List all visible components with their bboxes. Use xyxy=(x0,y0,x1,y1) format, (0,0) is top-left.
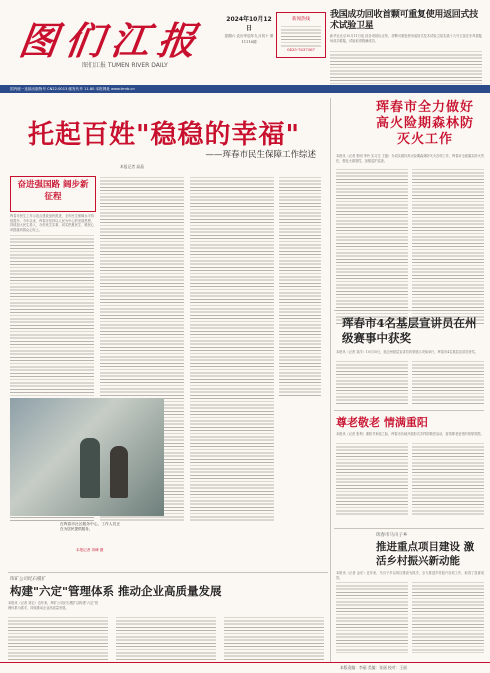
column-divider xyxy=(330,98,331,663)
lead-body: 珲春市民生工作示范点建设加快推进，全市民生保障水平持续提升。今年以来，珲春市坚持以人民为中心的发展思想，持续加大民生投入，办好民生实事，切实把惠民生、暖民心举措落到群众心坎上。 xyxy=(10,214,94,232)
bottom-left-story xyxy=(8,576,328,662)
lead-story xyxy=(0,96,328,528)
bottom-left-body: 本报讯（记者 刘宏）近年来，珲矿公司纪石模扩以构建"六定"管理体系为抓手，持续推动企业高质量发展。 xyxy=(8,601,98,610)
photo-caption-text: 在珲春市社区服务中心，工作人员正在为居民提供服务。 xyxy=(60,522,120,531)
right-top-story xyxy=(336,98,484,308)
right-mid-body: 本报讯（记者 刘洋）10月10日，延边州基层宣讲员风采展示决赛举行，珲春市4名基层宣讲员获奖。 xyxy=(336,350,478,354)
bottom-left-headline: 构建"六定"管理体系 推动企业高质量发展 xyxy=(10,584,222,598)
lead-photo xyxy=(10,398,164,516)
photo-person xyxy=(80,438,100,498)
photo-credit: 本报记者 刘峰 摄 xyxy=(76,548,104,552)
top-story-body: 新华社北京10月11日电 经各项指标正常，首颗可重复使用返回式技术试验卫星实践十九号卫星在东风着陆场成功着陆，试验取得圆满成功。 xyxy=(330,34,482,43)
footer xyxy=(0,662,490,673)
bottom-left-kicker: 珲矿公司纪石模扩 xyxy=(10,577,46,582)
right-top-body: 本报讯（记者 张明 李玲 实习生 王磊）为切实做好高火险期森林防灭火各项工作，珲春市全面落实防火责任，强化火源管控，加强巡护巡查。 xyxy=(336,154,484,163)
ear-phone: 0433-7637367 xyxy=(287,47,315,52)
right-bottom-headline: 推进重点项目建设 激活乡村振兴新动能 xyxy=(376,541,475,567)
section-divider xyxy=(8,572,328,573)
right-top-headline: 珲春市全力做好高火险期森林防灭火工作 xyxy=(376,100,475,147)
right-bottom-story xyxy=(336,530,484,662)
photo-person xyxy=(110,446,128,498)
date-label: 2024年10月12日 xyxy=(226,16,272,32)
info-banner-text: 国内统一连续出版物号 CN22-0013 邮发代号 11-80 本报网址 www.tmrb.cn xyxy=(10,87,135,91)
masthead xyxy=(0,0,490,100)
lead-subhead: ——珲春市民生保障工作综述 xyxy=(205,150,316,160)
lead-box-title: 奋进强国路 阔步新征程 xyxy=(10,176,96,212)
ear-label: 新闻热线 xyxy=(292,17,310,22)
right-bottom-body: 本报讯（记者 金东）近年来，马川子乡以项目建设为抓手，全力推进乡村振兴各项工作，取得了显著成效。 xyxy=(336,571,484,580)
section-divider xyxy=(334,410,484,411)
right-mid2-body: 本报讯（记者 张利）重阳节来临之际，珲春市各地开展形式多样的敬老活动，营造尊老爱老的浓厚氛围。 xyxy=(336,432,484,436)
section-divider xyxy=(334,528,484,529)
logo xyxy=(16,10,225,63)
right-mid2-headline: 尊老敬老 情满重阳 xyxy=(336,416,428,429)
logo-text: 图们江报 xyxy=(16,18,207,63)
date-box xyxy=(224,14,274,54)
right-mid-headline: 珲春市4名基层宣讲员在州级赛事中获奖 xyxy=(342,316,477,345)
right-mid-story xyxy=(336,312,484,408)
top-story xyxy=(290,10,482,84)
right-bottom-kicker: 珲春市马川子乡 xyxy=(376,533,408,538)
right-mid2-story xyxy=(336,412,484,526)
top-story-headline: 我国成功回收首颗可重复使用返回式技术试验卫星 xyxy=(330,10,478,31)
footer-text: 本版责编：李丽 美编：张丽 校对：王丽 xyxy=(340,665,407,670)
masthead-subtitle: 图们江报 TUMEN RIVER DAILY xyxy=(82,62,168,69)
lead-headline: 托起百姓"稳稳的幸福" xyxy=(27,120,301,150)
lead-byline: 本报记者 高晶 xyxy=(120,164,144,169)
info-banner xyxy=(0,85,490,93)
date-extra: 星期六 农历甲辰年九月初十 第11116期 xyxy=(224,34,274,44)
